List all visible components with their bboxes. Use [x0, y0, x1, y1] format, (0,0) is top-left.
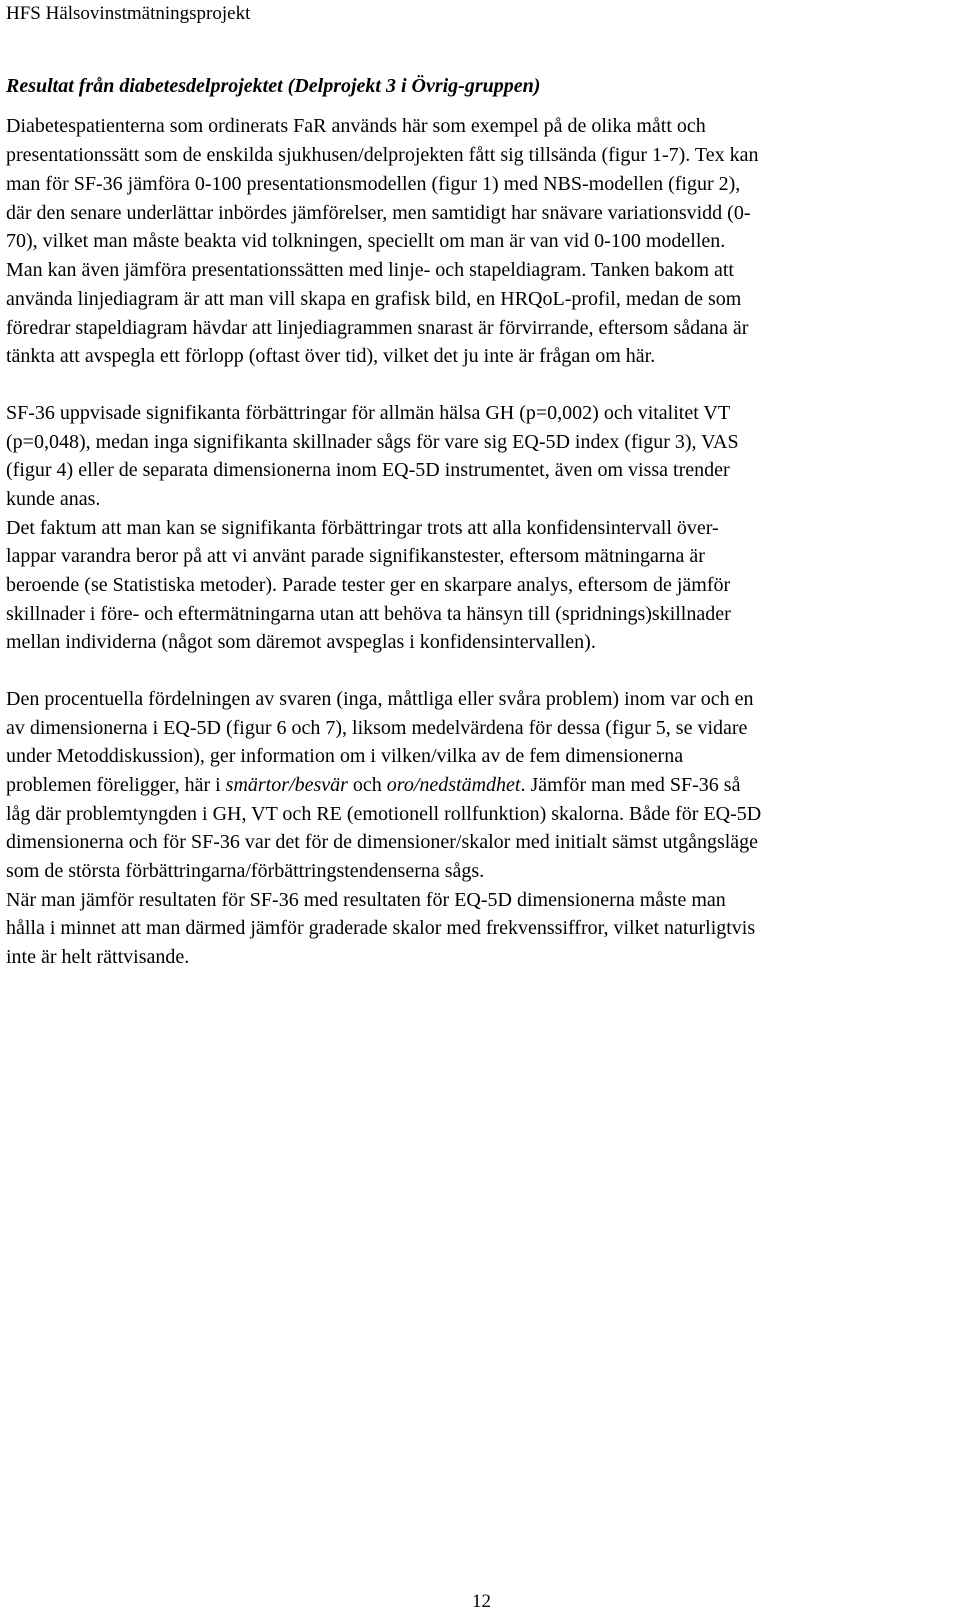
text-line: låg där problemtyngden i GH, VT och RE (emotionell rollfunktion) skalorna. Både för EQ-5D: [6, 803, 762, 825]
section-heading: Resultat från diabetesdelprojektet (Delprojekt 3 i Övrig-gruppen): [6, 75, 541, 97]
text-line: (figur 4) eller de separata dimensionerna inom EQ-5D instrumentet, även om vissa trender: [6, 459, 730, 481]
text-line: hålla i minnet att man därmed jämför graderade skalor med frekvenssiffror, vilket naturligtvis: [6, 917, 756, 939]
document-page: [6, 0, 950, 1620]
text-line: presentationssätt som de enskilda sjukhusen/delprojekten fått sig tillsända (figur 1-7). Tex kan: [6, 144, 759, 166]
text-line: Man kan även jämföra presentationssätten med linje- och stapeldiagram. Tanken bakom att: [6, 259, 734, 281]
text-line: Diabetespatienterna som ordinerats FaR används här som exempel på de olika mått och: [6, 115, 706, 137]
italic-term: smärtor/besvär: [225, 774, 348, 796]
text-line: dimensionerna och för SF-36 var det för de dimensioner/skalor med initialt sämst utgångsläge: [6, 831, 759, 853]
text-line: inte är helt rättvisande.: [6, 946, 190, 968]
text-line-mixed: [6, 772, 740, 798]
running-header: HFS Hälsovinstmätningsprojekt: [6, 3, 251, 24]
text-line: skillnader i före- och eftermätningarna utan att behöva ta hänsyn till (spridnings)skillnader: [6, 603, 731, 625]
text-line: När man jämför resultaten för SF-36 med resultaten för EQ-5D dimensionerna måste man: [6, 889, 726, 911]
italic-term: oro/nedstämdhet: [386, 774, 521, 796]
text-line: under Metoddiskussion), ger information om i vilken/vilka av de fem dimensionerna: [6, 745, 684, 767]
text-line: mellan individerna (något som däremot avspeglas i konfidensintervallen).: [6, 631, 596, 653]
text-run: . Jämför man med SF-36 så: [520, 774, 741, 796]
text-line: kunde anas.: [6, 488, 101, 510]
text-line: Den procentuella fördelningen av svaren (inga, måttliga eller svåra problem) inom var och en: [6, 688, 754, 710]
text-line: som de största förbättringarna/förbättringstendenserna sågs.: [6, 860, 485, 882]
text-line: (p=0,048), medan inga signifikanta skillnader sågs för vare sig EQ-5D index (figur 3), VAS: [6, 431, 739, 453]
text-line: lappar varandra beror på att vi använt parade signifikanstester, eftersom mätningarna är: [6, 545, 705, 567]
text-line: föredrar stapeldiagram hävdar att linjediagrammen snarast är förvirrande, eftersom sådana är: [6, 317, 749, 339]
text-line: av dimensionerna i EQ-5D (figur 6 och 7), liksom medelvärdena för dessa (figur 5, se vidare: [6, 717, 748, 739]
text-line: där den senare underlättar inbördes jämförelser, men samtidigt har snävare variationsvidd (0-: [6, 202, 751, 224]
text-run: och: [347, 774, 387, 796]
text-run: problemen föreligger, här i: [6, 774, 226, 796]
text-line: Det faktum att man kan se signifikanta förbättringar trots att alla konfidensintervall över-: [6, 517, 719, 539]
text-line: beroende (se Statistiska metoder). Parade tester ger en skarpare analys, eftersom de jämför: [6, 574, 731, 596]
text-line: man för SF-36 jämföra 0-100 presentationsmodellen (figur 1) med NBS-modellen (figur 2),: [6, 173, 741, 195]
text-line: tänkta att avspegla ett förlopp (oftast över tid), vilket det ju inte är frågan om här.: [6, 345, 656, 367]
text-line: 70), vilket man måste beakta vid tolkningen, speciellt om man är van vid 0-100 modellen.: [6, 230, 726, 252]
text-line: SF-36 uppvisade signifikanta förbättringar för allmän hälsa GH (p=0,002) och vitalitet VT: [6, 402, 731, 424]
text-line: använda linjediagram är att man vill skapa en grafisk bild, en HRQoL-profil, medan de som: [6, 288, 742, 310]
page-number: 12: [472, 1591, 491, 1612]
